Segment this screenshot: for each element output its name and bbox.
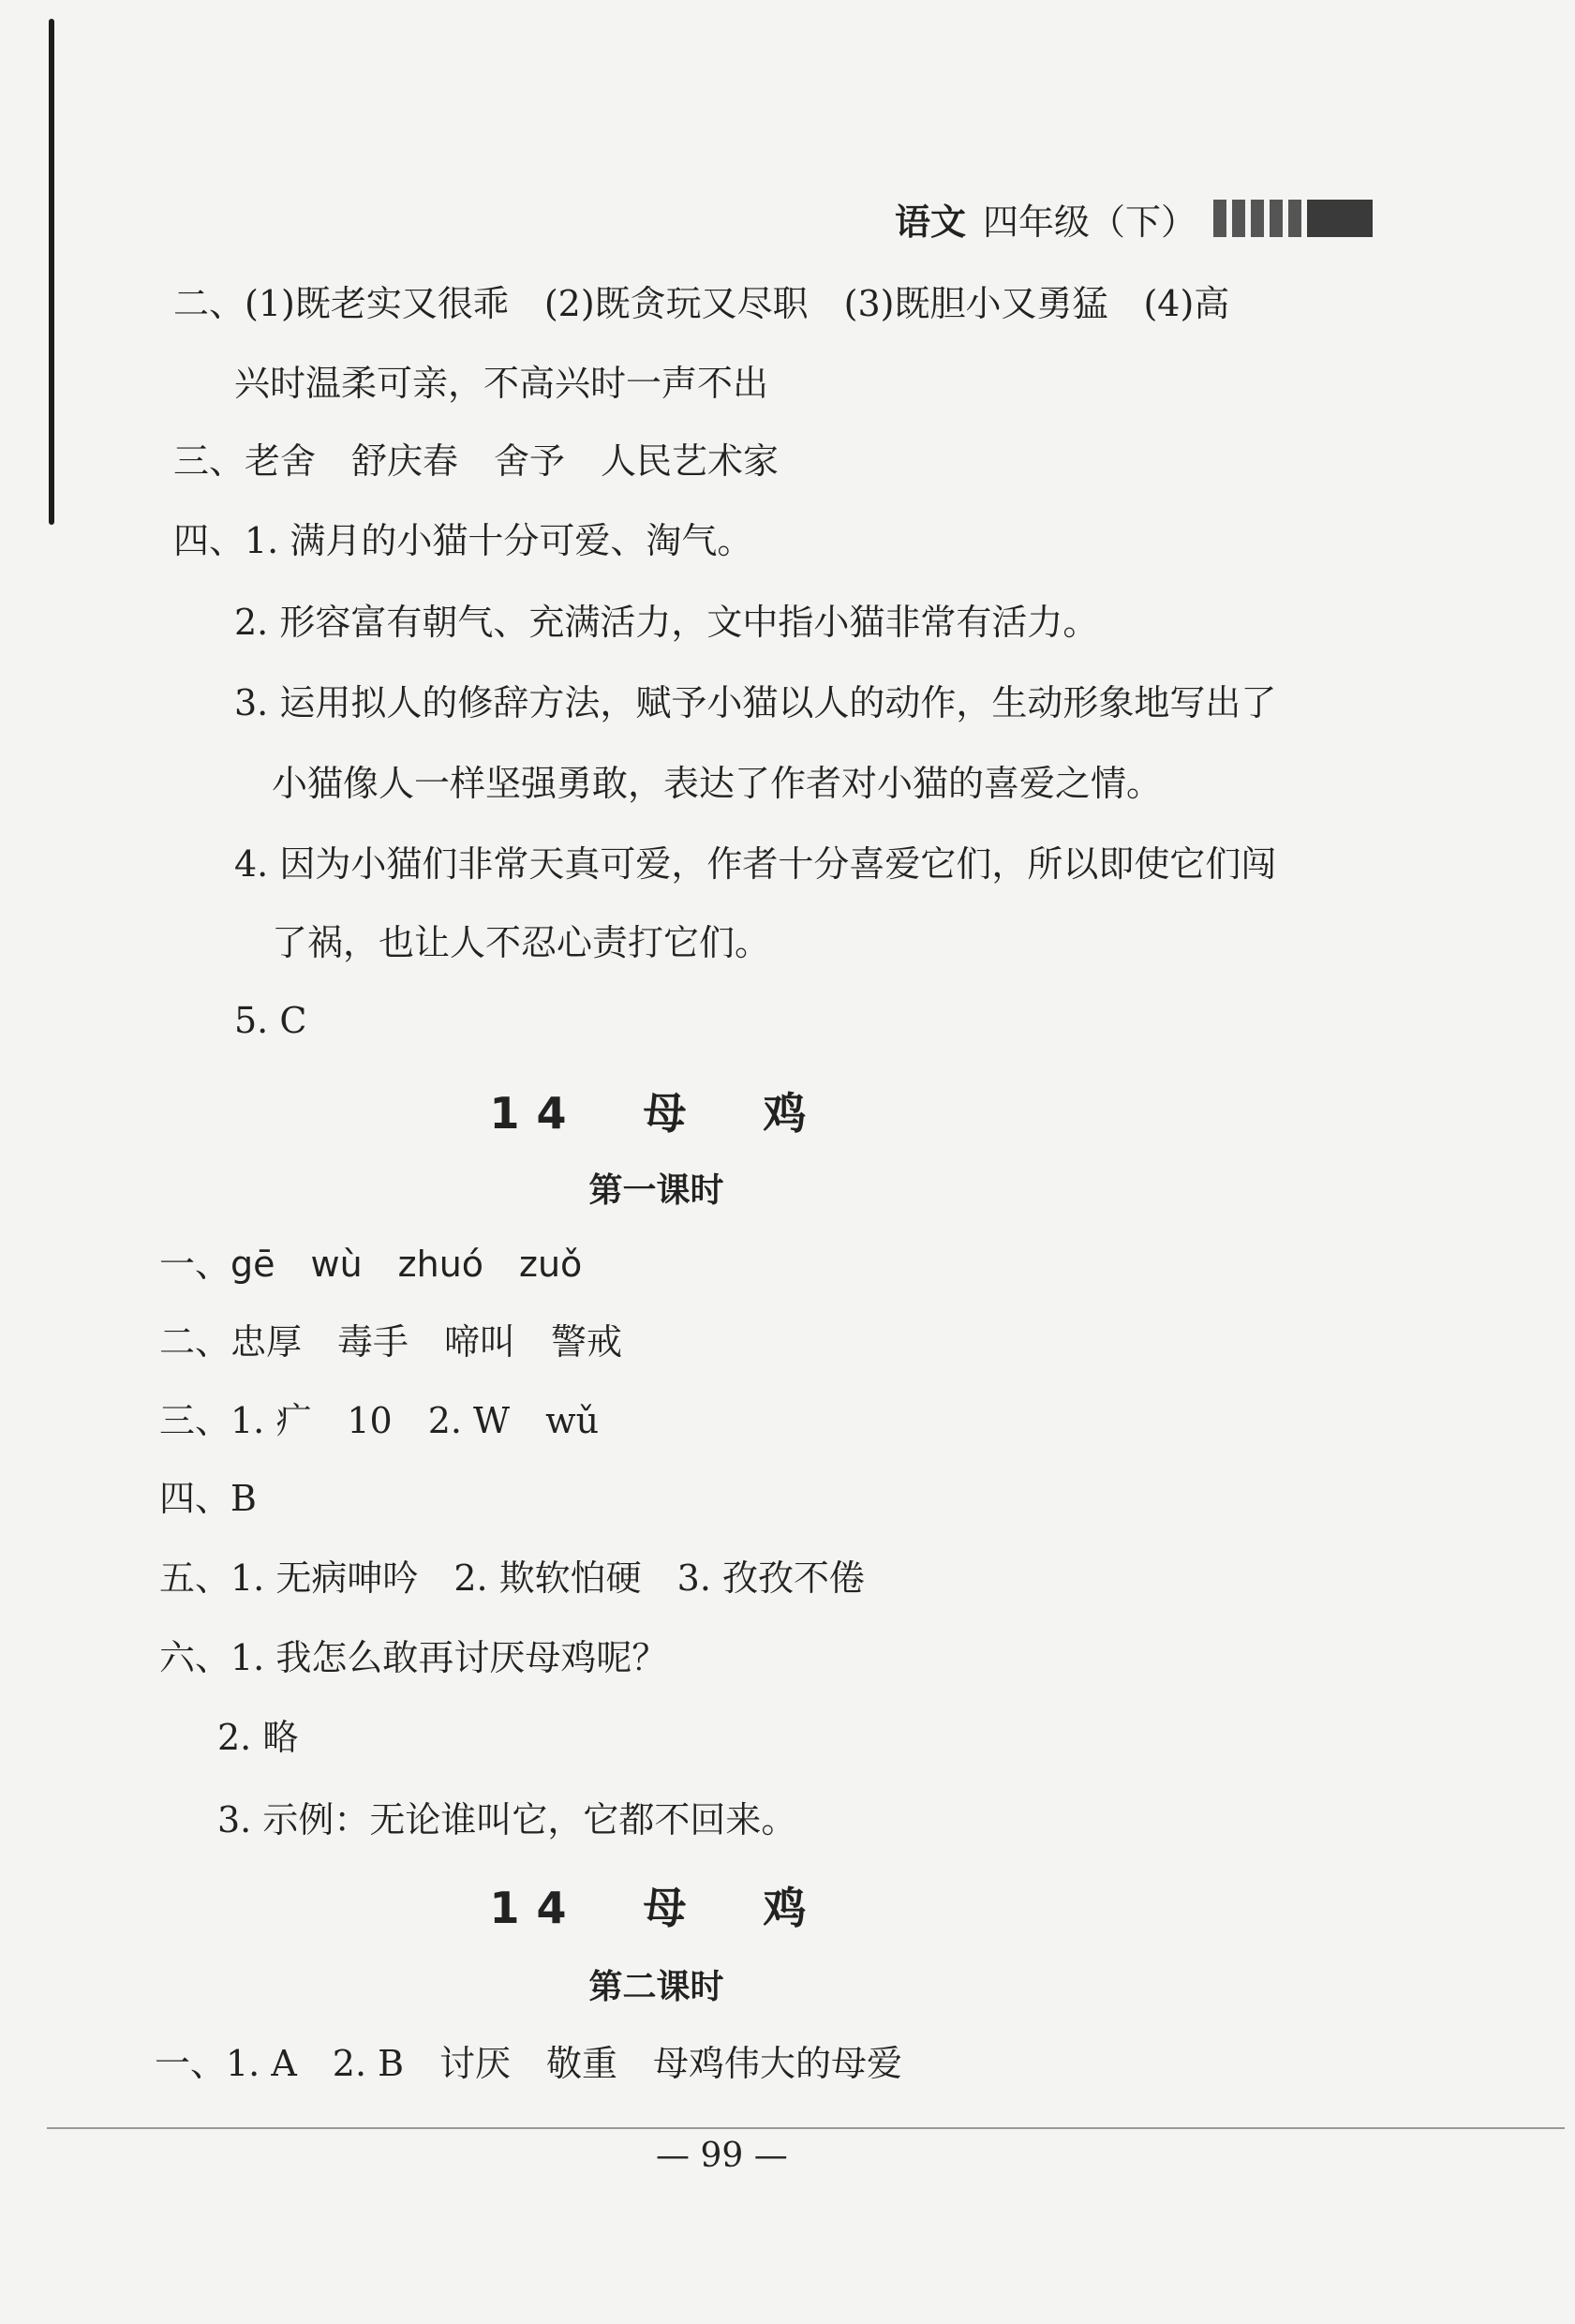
answer-line: 小猫像人一样坚强勇敢，表达了作者对小猫的喜爱之情。 xyxy=(272,763,1163,804)
page-number: — 99 — xyxy=(656,2137,788,2175)
answer-line: 二、(1)既老实又很乖 (2)既贪玩又尽职 (3)既胆小又勇猛 (4)高 xyxy=(173,283,1230,324)
answer-line: 2. 略 xyxy=(217,1717,299,1758)
answer-line: 五、1. 无病呻吟 2. 欺软怕硬 3. 孜孜不倦 xyxy=(159,1557,866,1599)
header-decoration-bars xyxy=(1213,200,1373,237)
grade-label: 四年级（下） xyxy=(983,201,1197,243)
page-header xyxy=(895,195,1373,242)
lesson-title: 14 母 鸡 xyxy=(489,1883,824,1933)
lesson-subtitle: 第二课时 xyxy=(588,1968,724,2006)
answer-line: 4. 因为小猫们非常天真可爱，作者十分喜爱它们，所以即使它们闯 xyxy=(234,843,1277,885)
answer-line: 3. 运用拟人的修辞方法，赋予小猫以人的动作，生动形象地写出了 xyxy=(234,682,1277,723)
answer-line: 三、老舍 舒庆春 舍予 人民艺术家 xyxy=(173,440,780,482)
answer-line: 三、1. 疒 10 2. W wǔ xyxy=(159,1400,600,1441)
answer-line: 了祸，也让人不忍心责打它们。 xyxy=(272,922,771,963)
answer-line: 四、B xyxy=(159,1478,257,1519)
lesson-subtitle: 第一课时 xyxy=(588,1171,724,1210)
answer-line: 2. 形容富有朝气、充满活力，文中指小猫非常有活力。 xyxy=(234,602,1099,643)
footer-rule xyxy=(47,2127,1565,2129)
answer-line: 兴时温柔可亲，不高兴时一声不出 xyxy=(234,363,769,404)
answer-line: 一、gē wù zhuó zuǒ xyxy=(159,1244,583,1285)
answer-line: 5. C xyxy=(234,1000,307,1041)
answer-line: 六、1. 我怎么敢再讨厌母鸡呢？ xyxy=(159,1637,668,1678)
answer-line: 二、忠厚 毒手 啼叫 警戒 xyxy=(159,1321,623,1363)
lesson-title: 14 母 鸡 xyxy=(489,1088,824,1139)
answer-line: 3. 示例：无论谁叫它，它都不回来。 xyxy=(217,1799,797,1840)
subject-label: 语文 xyxy=(895,201,967,243)
binding-line xyxy=(49,19,54,525)
answer-line: 一、1. A 2. B 讨厌 敬重 母鸡伟大的母爱 xyxy=(155,2043,903,2084)
answer-line: 四、1. 满月的小猫十分可爱、淘气。 xyxy=(173,520,753,561)
